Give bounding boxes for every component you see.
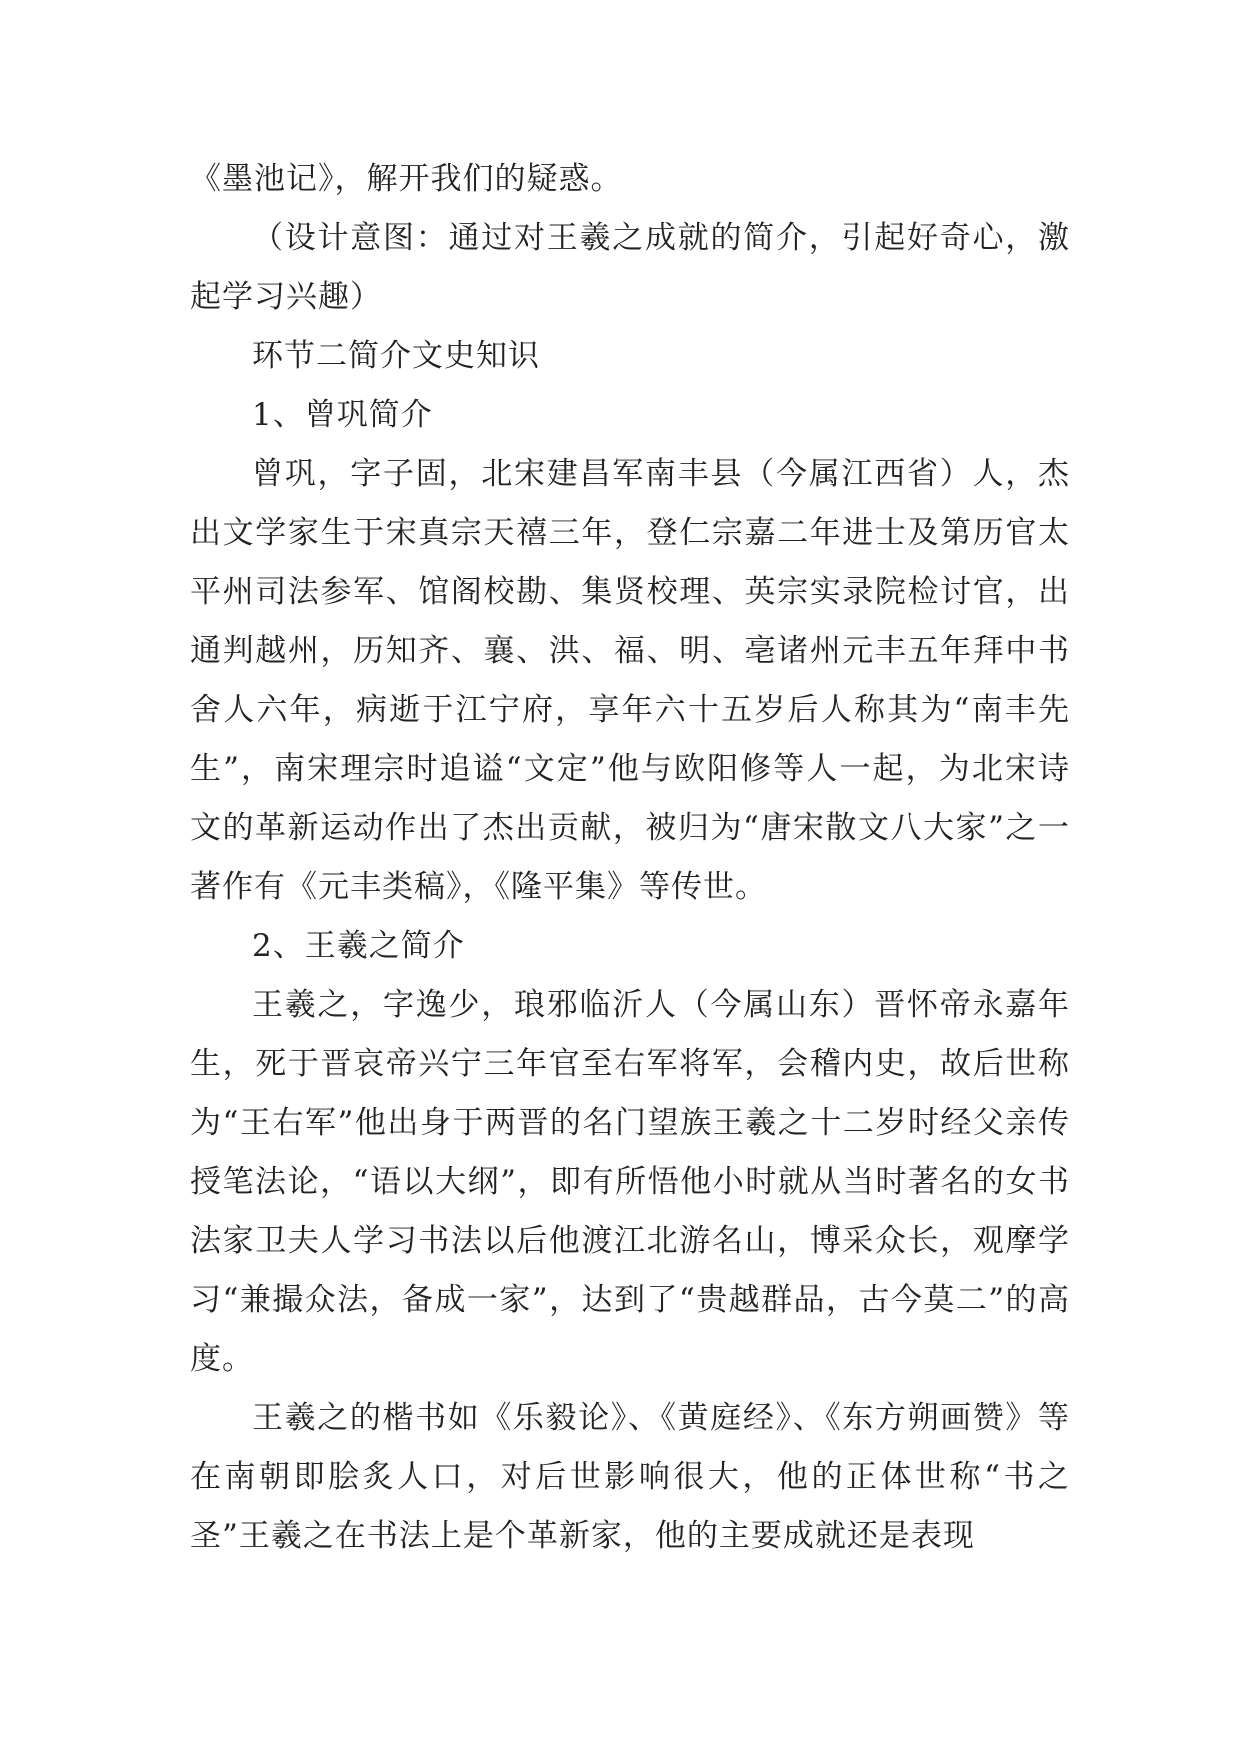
paragraph-wang-xizhi-bio: 王羲之，字逸少，琅邪临沂人（今属山东）晋怀帝永嘉年生，死于晋哀帝兴宁三年官至右军将军，会稽内史，故后世称为“王右军”他出身于两晋的名门望族王羲之十二岁时经父亲传授笔法论，“语以大纲”，即有所悟他小时就从当时著名的女书法家卫夫人学习书法以后他渡江北游名山，博采众长，观摩学习“兼撮众法，备成一家”，达到了“贵越群品，古今莫二”的高度。 bbox=[190, 987, 1070, 1377]
subheading-wang-xizhi: 2、王羲之简介 bbox=[252, 928, 465, 964]
paragraph-design-intent: （设计意图：通过对王羲之成就的简介，引起好奇心，激起学习兴趣） bbox=[190, 220, 1070, 315]
paragraph-zeng-gong-bio: 曾巩，字子固，北宋建昌军南丰县（今属江西省）人，杰出文学家生于宋真宗天禧三年，登仁宗嘉二年进士及第历官太平州司法参军、馆阁校勘、集贤校理、英宗实录院检讨官，出通判越州，历知齐、襄、洪、福、明、亳诸州元丰五年拜中书舍人六年，病逝于江宁府，享年六十五岁后人称其为“南丰先生”，南宋理宗时追谥“文定”他与欧阳修等人一起，为北宋诗文的革新运动作出了杰出贡献，被归为“唐宋散文八大家”之一著作有《元丰类稿》，《隆平集》等传世。 bbox=[190, 456, 1070, 905]
section-heading-stage-two: 环节二简介文史知识 bbox=[252, 338, 540, 374]
paragraph-intro-end: 《墨池记》，解开我们的疑惑。 bbox=[190, 161, 623, 197]
subheading-zeng-gong: 1、曾巩简介 bbox=[252, 397, 433, 433]
body-text bbox=[190, 150, 1070, 1566]
paragraph-wang-xizhi-works: 王羲之的楷书如《乐毅论》、《黄庭经》、《东方朔画赞》等在南朝即脍炙人口，对后世影响很大，他的正体世称“书之圣”王羲之在书法上是个革新家，他的主要成就还是表现 bbox=[190, 1400, 1070, 1554]
